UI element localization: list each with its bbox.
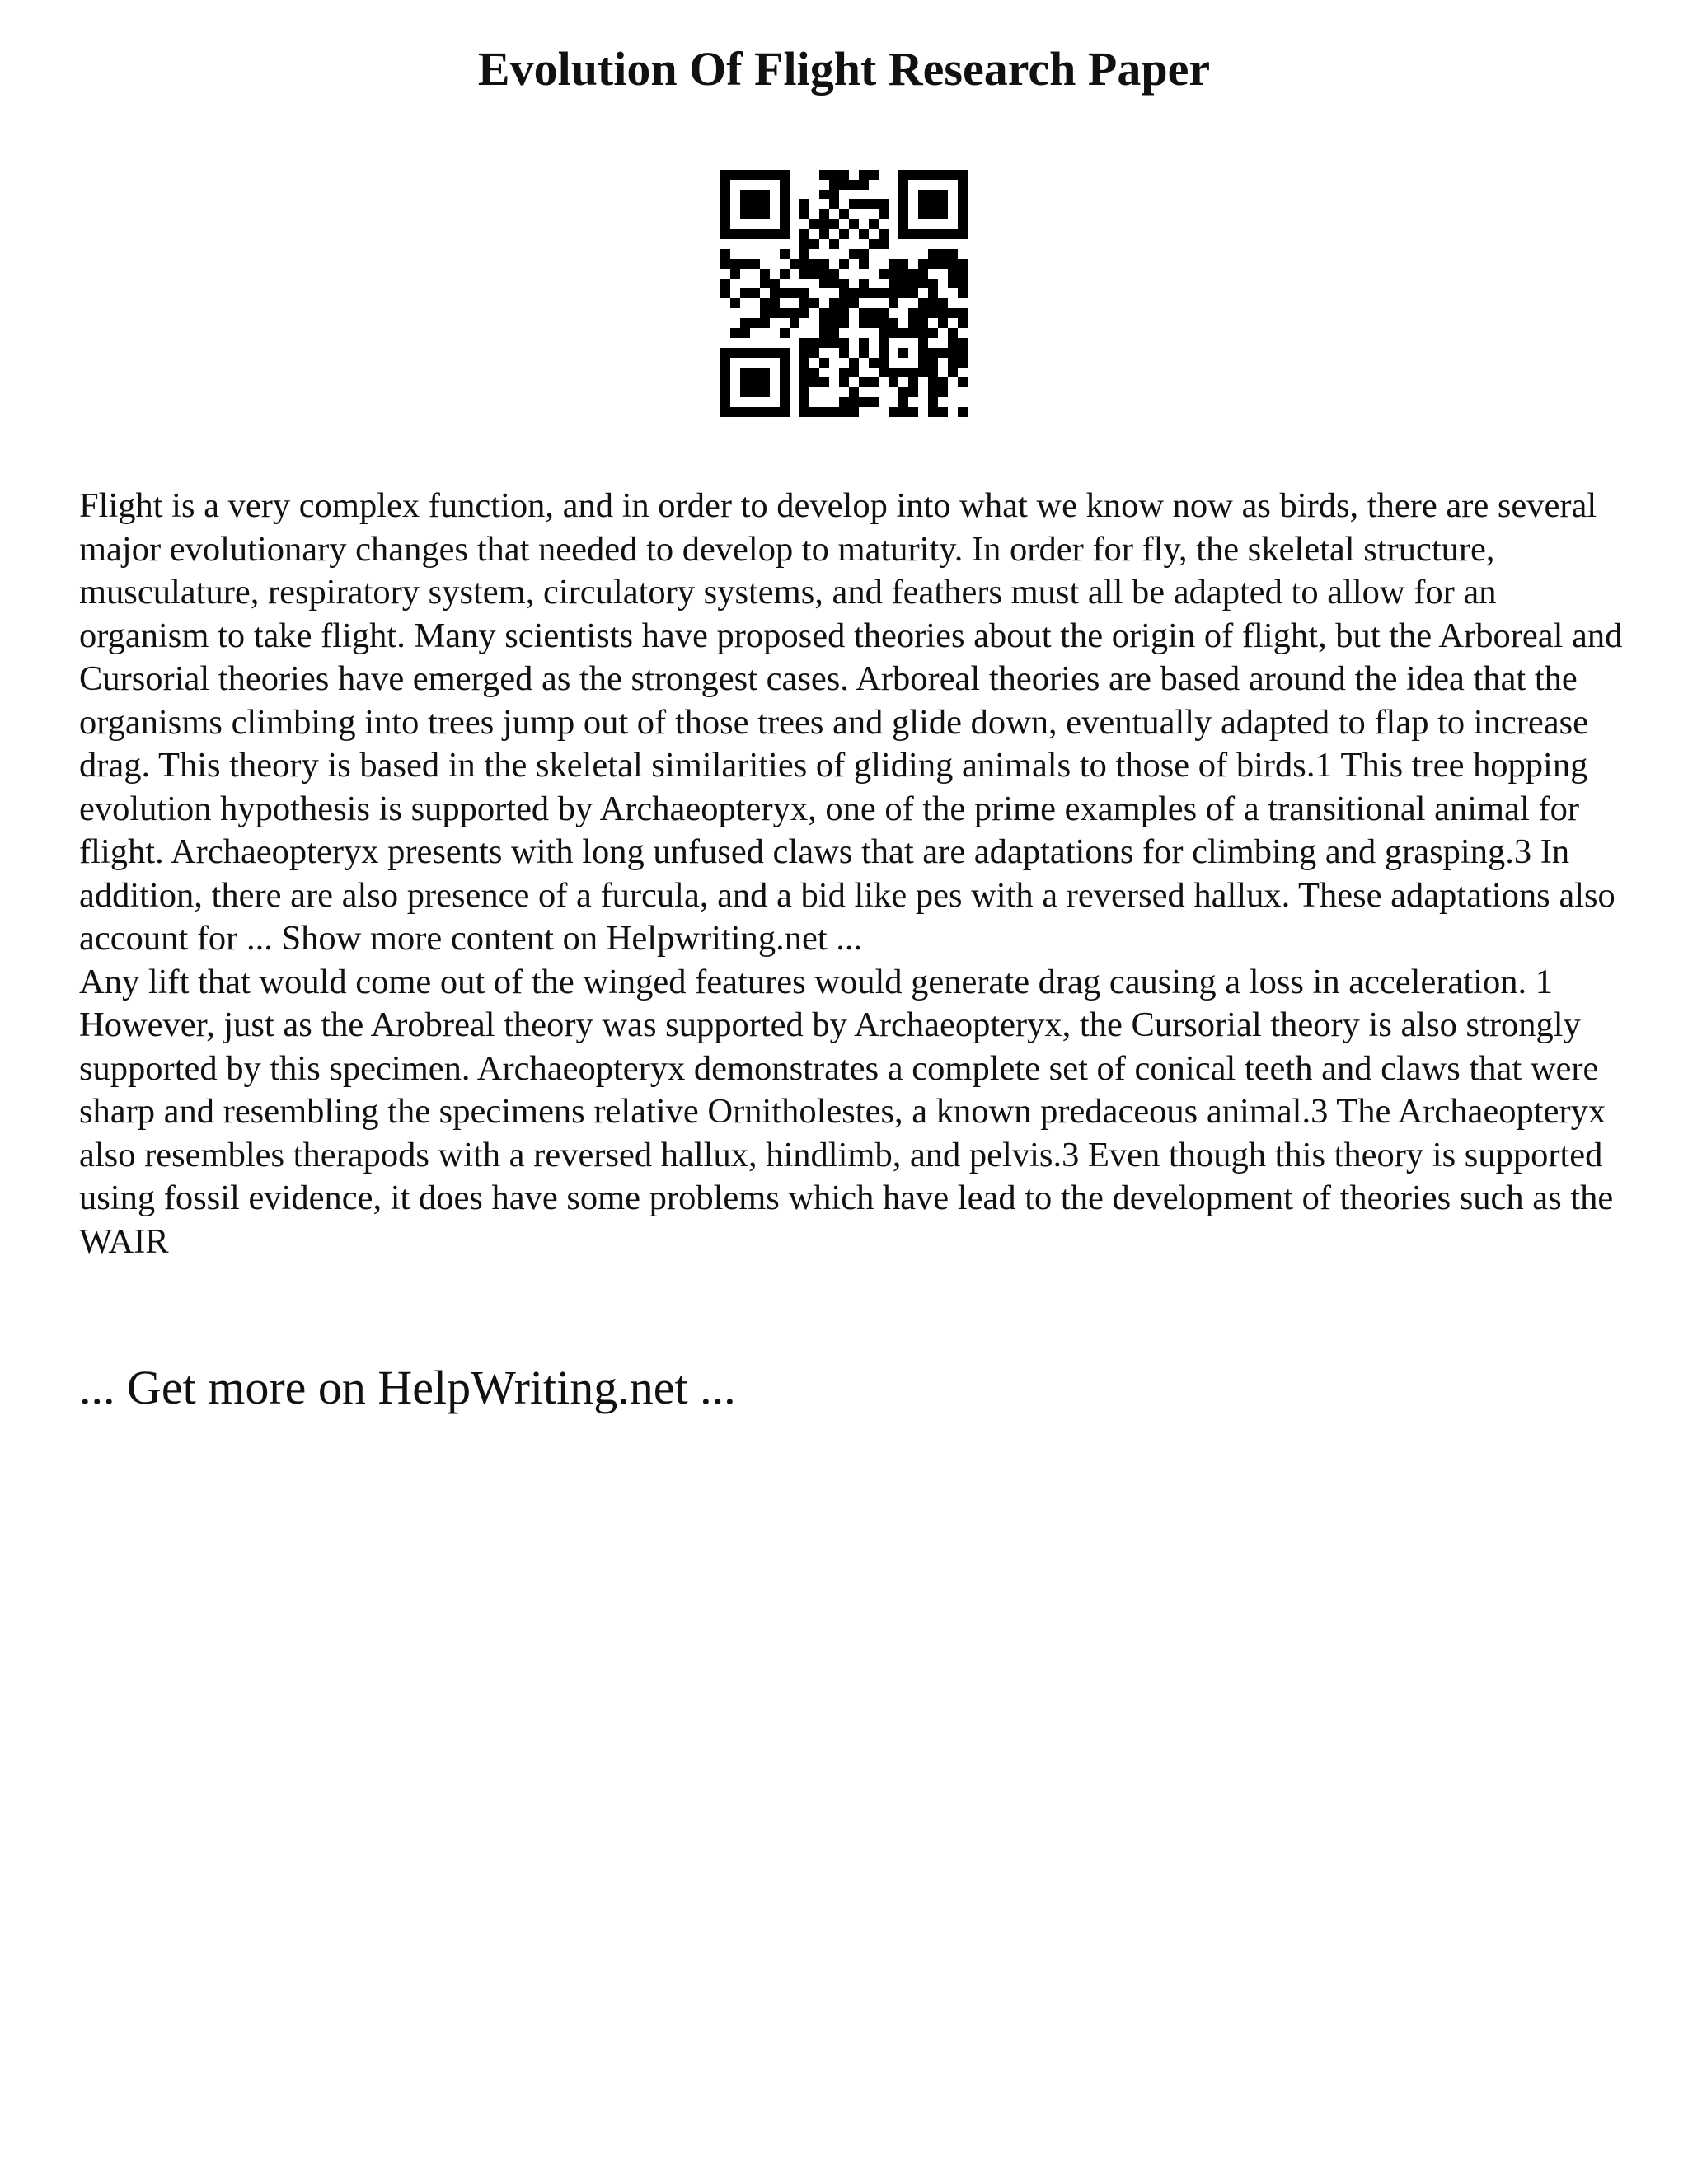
page-title: Evolution Of Flight Research Paper [477,42,1211,96]
article-body [79,485,1629,1263]
paragraph-2: Any lift that would come out of the winged features would generate drag causing a loss in acceleration. 1 However, just as the Arobreal theory was supported by Archaeopteryx, the Cursorial theory is also strongly supported by this specimen. Archaeopteryx demonstrates a complete set of conical teeth and claws that were sharp and resembling the specimens relative Ornitholestes, a known predaceous animal.3 The Archaeopteryx also resembles therapods with a reversed hallux, hindlimb, and pelvis.3 Even though this theory is supported using fossil evidence, it does have some problems which have lead to the development of theories such as the WAIR [79,962,1614,1261]
qr-code-icon [720,170,968,417]
paragraph-1: Flight is a very complex function, and in order to develop into what we know now as birds, there are several major evolutionary changes that needed to develop to maturity. In order for fly, the skeletal structure, musculature, respiratory system, circulatory systems, and feathers must all be adapted to allow for an organism to take flight. Many scientists have proposed theories about the origin of flight, but the Arboreal and Cursorial theories have emerged as the strongest cases. Arboreal theories are based around the idea that the organisms climbing into trees jump out of those trees and glide down, eventually adapted to flap to increase drag. This theory is based in the skeletal similarities of gliding animals to those of birds.1 This tree hopping evolution hypothesis is supported by Archaeopteryx, one of the prime examples of a transitional animal for flight. Archaeopteryx presents with long unfused claws that are adaptations for climbing and grasping.3 In addition, there are also presence of a furcula, and a bid like pes with a reversed hallux. These adaptations also account for ... Show more content on Helpwriting.net ... [79,486,1623,958]
get-more-link[interactable]: ... Get more on HelpWriting.net ... [79,1361,736,1414]
